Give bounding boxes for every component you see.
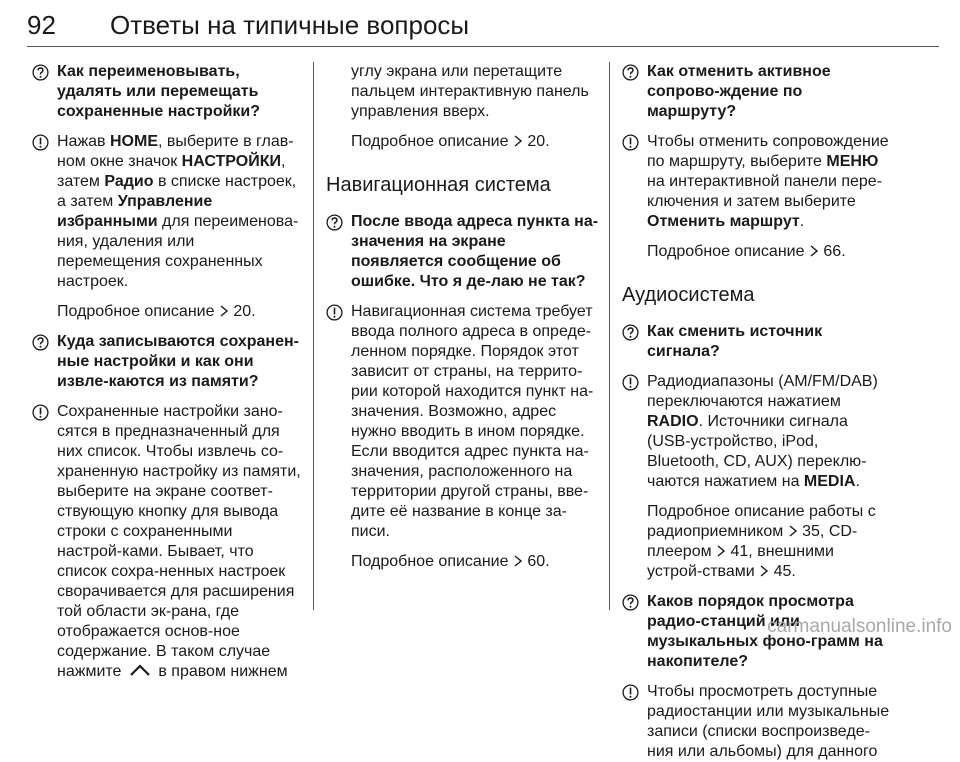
- column-2: [326, 62, 601, 572]
- qa-entry: [622, 372, 890, 582]
- column-1: [32, 62, 302, 682]
- question-icon: [622, 324, 639, 341]
- answer-text: Радиодиапазоны (AM/FM/DAB) переключаются нажатием RADIO. Источники сигнала (USB-устройство, iPod, Bluetooth, CD, AUX) переклю-чаются нажатием на MEDIA.: [647, 373, 878, 490]
- section-heading: Аудиосистема: [622, 284, 755, 306]
- qa-entry: [326, 302, 601, 572]
- reference-line: Подробное описание 20.: [57, 303, 256, 320]
- page-ref-arrow-icon: [717, 545, 725, 557]
- answer-icon: [32, 134, 49, 151]
- reference-line: Подробное описание 66.: [647, 243, 846, 260]
- column-divider: [313, 62, 314, 610]
- page-header: [0, 0, 960, 52]
- answer-icon: [622, 374, 639, 391]
- question-text: Как сменить источник сигнала?: [647, 323, 823, 360]
- qa-entry: [32, 402, 302, 682]
- qa-entry: [622, 62, 890, 122]
- question-text: После ввода адреса пункта на-значения на экране появляется сообщение об ошибке. Что я де-лаю не так?: [351, 213, 599, 290]
- answer-icon: [622, 684, 639, 701]
- qa-entry: [622, 322, 890, 362]
- section-heading: Навигационная система: [326, 174, 551, 196]
- question-icon: [32, 64, 49, 81]
- question-text: Каков порядок просмотра радио-станций или музыкальных фоно-грамм на накопителе?: [647, 593, 883, 670]
- page-title: Ответы на типичные вопросы: [110, 10, 470, 40]
- answer-text: Чтобы просмотреть доступные радиостанции или музыкальные записи (списки воспроизведе-ния или альбомы) для данного: [647, 683, 890, 760]
- answer-text: Чтобы отменить сопровождение по маршруту, выберите МЕНЮ на интерактивной панели пере-ключения и затем выберите Отменить маршрут.: [647, 133, 889, 230]
- answer-text: углу экрана или перетащите пальцем интерактивную панель управления вверх.: [351, 63, 589, 120]
- answer-text: Нажав HOME, выберите в глав-ном окне значок НАСТРОЙКИ, затем Радио в списке настроек, а затем Управление избранными для переименова-ния, удаления или перемещения сохраненных настроек.: [57, 133, 299, 290]
- column-divider: [609, 62, 610, 610]
- qa-entry: [32, 132, 302, 322]
- page-ref-arrow-icon: [760, 565, 768, 577]
- page-number: 92: [27, 10, 56, 40]
- answer-icon: [622, 134, 639, 151]
- qa-entry-continued: [326, 62, 601, 152]
- question-text: Как отменить активное сопрово-ждение по маршруту?: [647, 63, 831, 120]
- column-3: [622, 62, 890, 762]
- qa-entry: [622, 132, 890, 262]
- page-ref-arrow-icon: [514, 555, 522, 567]
- question-icon: [326, 214, 343, 231]
- answer-icon: [32, 404, 49, 421]
- page-ref-arrow-icon: [810, 245, 818, 257]
- question-text: Куда записываются сохранен-ные настройки и как они извле-каются из памяти?: [57, 333, 299, 390]
- answer-icon: [326, 304, 343, 321]
- answer-text: Навигационная система требует ввода полного адреса в опреде-ленном порядке. Порядок этот зависит от страны, на террито-рии которой находится пункт на-значения. Возможно, адрес нужно вводить в ином порядке. Если вводится адрес пункта на-значения, расположенного на территории другой страны, вве-дите её название в конце за-писи.: [351, 303, 594, 540]
- answer-text: Сохраненные настройки зано-сятся в предназначенный для них список. Чтобы извлечь со-храненную настройку из памяти, выберите на экране соответ-ствующую кнопку для вывода строки с сохраненными настрой-ками. Бывает, что список сохра-ненных настроек сворачивается для расширения той области эк-рана, где отображается основ-ное содержание. В таком случае нажмите в правом нижнем: [57, 403, 301, 680]
- page-ref-arrow-icon: [514, 135, 522, 147]
- reference-line: Подробное описание 20.: [351, 133, 550, 150]
- qa-entry: [32, 62, 302, 122]
- qa-entry: [32, 332, 302, 392]
- qa-entry: [326, 212, 601, 292]
- qa-entry: [622, 682, 890, 762]
- reference-line: Подробное описание 60.: [351, 553, 550, 570]
- question-icon: [32, 334, 49, 351]
- reference-line: Подробное описание работы с радиоприемником 35, CD-плеером 41, внешними устрой-ствами 45.: [647, 503, 876, 580]
- question-text: Как переименовывать, удалять или перемещать сохраненные настройки?: [57, 63, 261, 120]
- question-icon: [622, 64, 639, 81]
- header-rule: [27, 46, 939, 47]
- question-icon: [622, 594, 639, 611]
- page-ref-arrow-icon: [789, 525, 797, 537]
- chevron-up-icon: [129, 664, 151, 676]
- page-ref-arrow-icon: [220, 305, 228, 317]
- watermark: carmanualsonline.info: [767, 616, 952, 637]
